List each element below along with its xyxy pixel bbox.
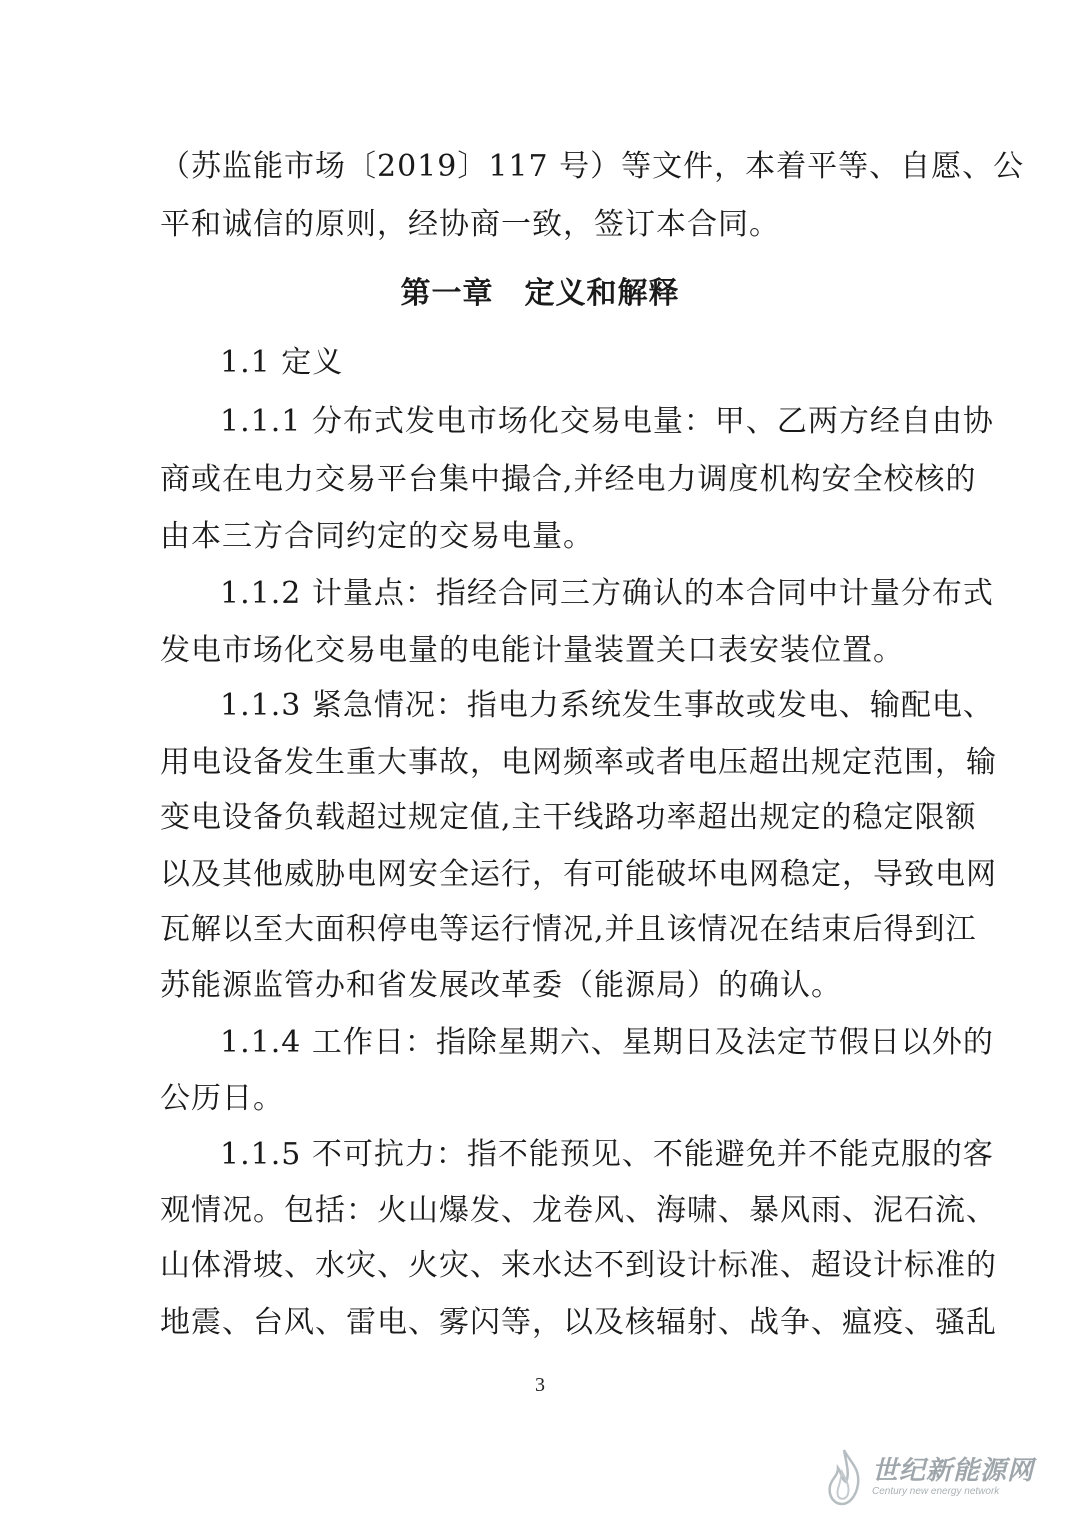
- body-text-line: （苏监能市场〔2019〕117 号）等文件，本着平等、自愿、公: [160, 149, 1025, 184]
- page-number: 3: [535, 1374, 545, 1396]
- clause-1-1-5-line: 观情况。包括：火山爆发、龙卷风、海啸、暴风雨、泥石流、: [160, 1193, 997, 1228]
- clause-1-1-3-line: 苏能源监管办和省发展改革委（能源局）的确认。: [160, 968, 842, 1003]
- clause-1-1-5-line: 地震、台风、雷电、雾闪等，以及核辐射、战争、瘟疫、骚乱: [160, 1305, 997, 1340]
- clause-1-1-3-line: 瓦解以至大面积停电等运行情况,并且该情况在结束后得到江: [160, 912, 977, 947]
- clause-1-1-5-line: 1.1.5 不可抗力：指不能预见、不能避免并不能克服的客: [220, 1137, 994, 1172]
- clause-1-1-3-line: 以及其他威胁电网安全运行，有可能破坏电网稳定，导致电网: [160, 857, 997, 892]
- chapter-heading: 第一章 定义和解释: [400, 276, 680, 311]
- flame-logo-icon: [820, 1446, 868, 1508]
- clause-1-1-2-line: 1.1.2 计量点：指经合同三方确认的本合同中计量分布式: [220, 576, 994, 611]
- clause-1-1-1-line: 由本三方合同约定的交易电量。: [160, 519, 594, 554]
- watermark-title: 世纪新能源网: [872, 1456, 1035, 1486]
- clause-1-1-5-line: 山体滑坡、水灾、火灾、来水达不到设计标准、超设计标准的: [160, 1248, 997, 1283]
- clause-1-1-4-line: 公历日。: [160, 1081, 284, 1116]
- section-title: 1.1 定义: [220, 345, 344, 380]
- clause-1-1-1-line: 商或在电力交易平台集中撮合,并经电力调度机构安全校核的: [160, 462, 977, 497]
- clause-1-1-3-line: 1.1.3 紧急情况：指电力系统发生事故或发电、输配电、: [220, 688, 994, 723]
- clause-1-1-1-line: 1.1.1 分布式发电市场化交易电量：甲、乙两方经自由协: [220, 404, 994, 439]
- clause-1-1-2-line: 发电市场化交易电量的电能计量装置关口表安装位置。: [160, 633, 904, 668]
- clause-1-1-4-line: 1.1.4 工作日：指除星期六、星期日及法定节假日以外的: [220, 1025, 994, 1060]
- watermark: [820, 1442, 1050, 1512]
- body-text-line: 平和诚信的原则，经协商一致，签订本合同。: [160, 207, 780, 242]
- clause-1-1-3-line: 用电设备发生重大事故，电网频率或者电压超出规定范围，输: [160, 745, 997, 780]
- watermark-subtitle: Century new energy network: [872, 1486, 1000, 1497]
- clause-1-1-3-line: 变电设备负载超过规定值,主干线路功率超出规定的稳定限额: [160, 800, 977, 835]
